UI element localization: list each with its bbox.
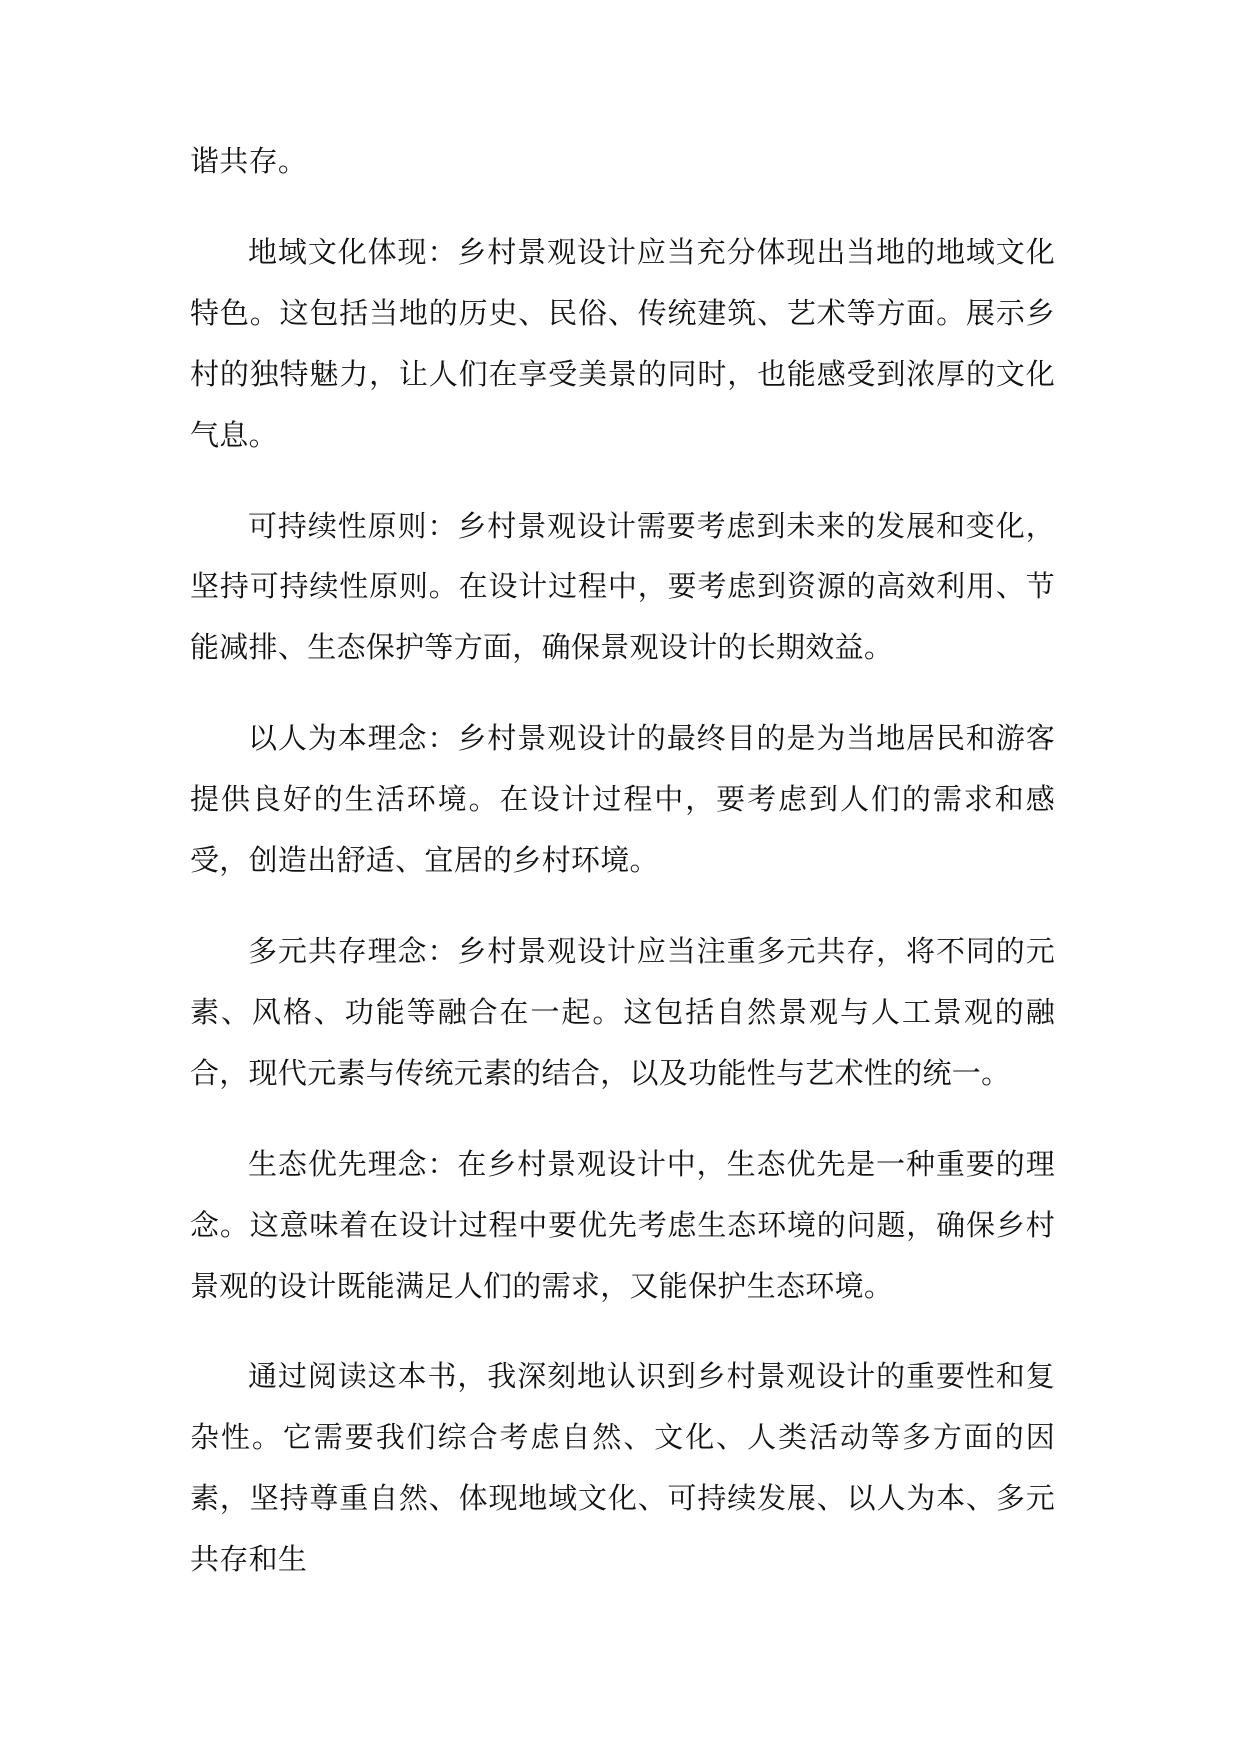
body-text	[190, 131, 1055, 1620]
paragraph-sustainability: 可持续性原则：乡村景观设计需要考虑到未来的发展和变化，坚持可持续性原则。在设计过程中，要考虑到资源的高效利用、节能减排、生态保护等方面，确保景观设计的长期效益。	[190, 508, 1055, 665]
paragraph-people-oriented: 以人为本理念：乡村景观设计的最终目的是为当地居民和游客提供良好的生活环境。在设计过程中，要考虑到人们的需求和感受，创造出舒适、宜居的乡村环境。	[190, 721, 1055, 878]
paragraph-regional-culture: 地域文化体现：乡村景观设计应当充分体现出当地的地域文化特色。这包括当地的历史、民俗、传统建筑、艺术等方面。展示乡村的独特魅力，让人们在享受美景的同时，也能感受到浓厚的文化气息。	[190, 234, 1055, 452]
paragraph-reflection: 通过阅读这本书，我深刻地认识到乡村景观设计的重要性和复杂性。它需要我们综合考虑自然、文化、人类活动等多方面的因素，坚持尊重自然、体现地域文化、可持续发展、以人为本、多元共存和生	[190, 1359, 1055, 1577]
paragraph-ecology-first: 生态优先理念：在乡村景观设计中，生态优先是一种重要的理念。这意味着在设计过程中要优先考虑生态环境的问题，确保乡村景观的设计既能满足人们的需求，又能保护生态环境。	[190, 1146, 1055, 1303]
paragraph-diversity: 多元共存理念：乡村景观设计应当注重多元共存，将不同的元素、风格、功能等融合在一起。这包括自然景观与人工景观的融合，现代元素与传统元素的结合，以及功能性与艺术性的统一。	[190, 933, 1055, 1090]
paragraph-continuation: 谐共存。	[190, 144, 308, 178]
